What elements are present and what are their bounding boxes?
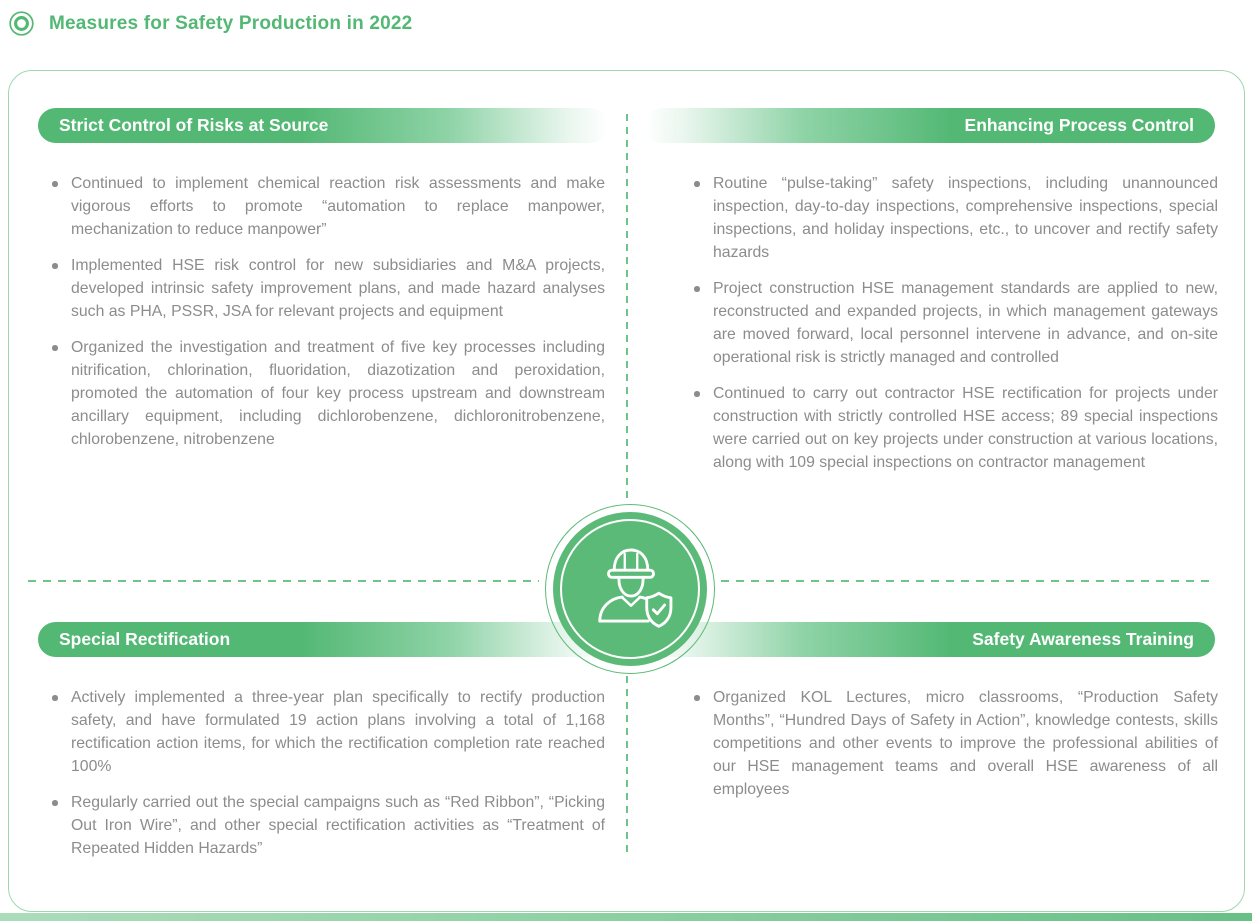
worker-safety-icon <box>583 538 679 634</box>
list-item-text: Actively implemented a three-year plan specifically to rectify production safety, and have formulated 19 action plans involving a total of 1,168 rectification action items, for which the rectification completion rate reached 100% <box>71 689 605 775</box>
list-item <box>48 791 605 860</box>
list-item-text: Routine “pulse-taking” safety inspections, including unannounced inspection, day-to-day inspections, comprehensive inspections, special inspections, and holiday inspections, etc., to uncover and rectify safety hazards <box>713 175 1218 261</box>
page-title-row <box>8 10 412 37</box>
horizontal-dashed-divider-left <box>28 580 539 582</box>
bullet-dot-icon <box>694 286 700 292</box>
bullet-dot-icon <box>52 181 58 187</box>
section-header-process-control: Enhancing Process Control <box>645 108 1215 143</box>
list-item-text: Continued to carry out contractor HSE rectification for projects under construction with strictly controlled HSE access; 89 special inspections were carried out on key projects under construction at various locations, along with 109 special inspections on contractor management <box>713 385 1218 471</box>
list-item-text: Project construction HSE management standards are applied to new, reconstructed and expanded projects, in which management gateways are moved forward, local personnel intervene in advance, and on-site operational risk is strictly managed and controlled <box>713 280 1218 366</box>
page-footer-band <box>0 913 1252 921</box>
bullet-dot-icon <box>694 391 700 397</box>
bullet-dot-icon <box>52 263 58 269</box>
list-item <box>48 254 605 323</box>
bullet-list-process-control <box>690 172 1218 487</box>
list-item <box>690 382 1218 474</box>
list-item <box>690 686 1218 801</box>
bullet-dot-icon <box>694 181 700 187</box>
bullet-dot-icon <box>52 345 58 351</box>
horizontal-dashed-divider-right <box>721 580 1216 582</box>
list-item <box>48 686 605 778</box>
bullet-dot-icon <box>52 695 58 701</box>
page-title: Measures for Safety Production in 2022 <box>49 12 413 34</box>
list-item-text: Continued to implement chemical reaction risk assessments and make vigorous efforts to promote “automation to replace manpower, mechanization to reduce manpower” <box>71 175 605 238</box>
section-header-awareness-training: Safety Awareness Training <box>645 622 1215 657</box>
center-safety-emblem <box>545 504 715 674</box>
bullet-list-awareness-training <box>690 686 1218 814</box>
list-item <box>690 172 1218 264</box>
bullet-list-strict-control <box>48 172 605 464</box>
list-item-text: Regularly carried out the special campaigns such as “Red Ribbon”, “Picking Out Iron Wire”, and other special rectification activities as “Treatment of Repeated Hidden Hazards” <box>71 794 605 857</box>
bullet-dot-icon <box>694 695 700 701</box>
list-item-text: Organized the investigation and treatment of five key processes including nitrification, chlorination, fluoridation, diazotization and peroxidation, promoted the automation of four key process upstream and downstream ancillary equipment, including dichlorobenzene, dichloronitrobenzene, chlorobenzene, nitrobenzene <box>71 339 605 448</box>
section-header-special-rectification: Special Rectification <box>38 622 608 657</box>
vertical-dashed-divider-bottom <box>626 676 628 858</box>
section-header-strict-control: Strict Control of Risks at Source <box>38 108 608 143</box>
bullet-dot-icon <box>52 800 58 806</box>
list-item <box>48 172 605 241</box>
list-item-text: Organized KOL Lectures, micro classrooms, “Production Safety Months”, “Hundred Days of Safety in Action”, knowledge contests, skills competitions and other events to improve the professional abilities of our HSE management teams and overall HSE awareness of all employees <box>713 689 1218 798</box>
section-marker-icon <box>8 10 35 37</box>
vertical-dashed-divider-top <box>626 114 628 504</box>
bullet-list-special-rectification <box>48 686 605 873</box>
list-item-text: Implemented HSE risk control for new subsidiaries and M&A projects, developed intrinsic safety improvement plans, and made hazard analyses such as PHA, PSSR, JSA for relevant projects and equipment <box>71 257 605 320</box>
list-item <box>690 277 1218 369</box>
list-item <box>48 336 605 451</box>
